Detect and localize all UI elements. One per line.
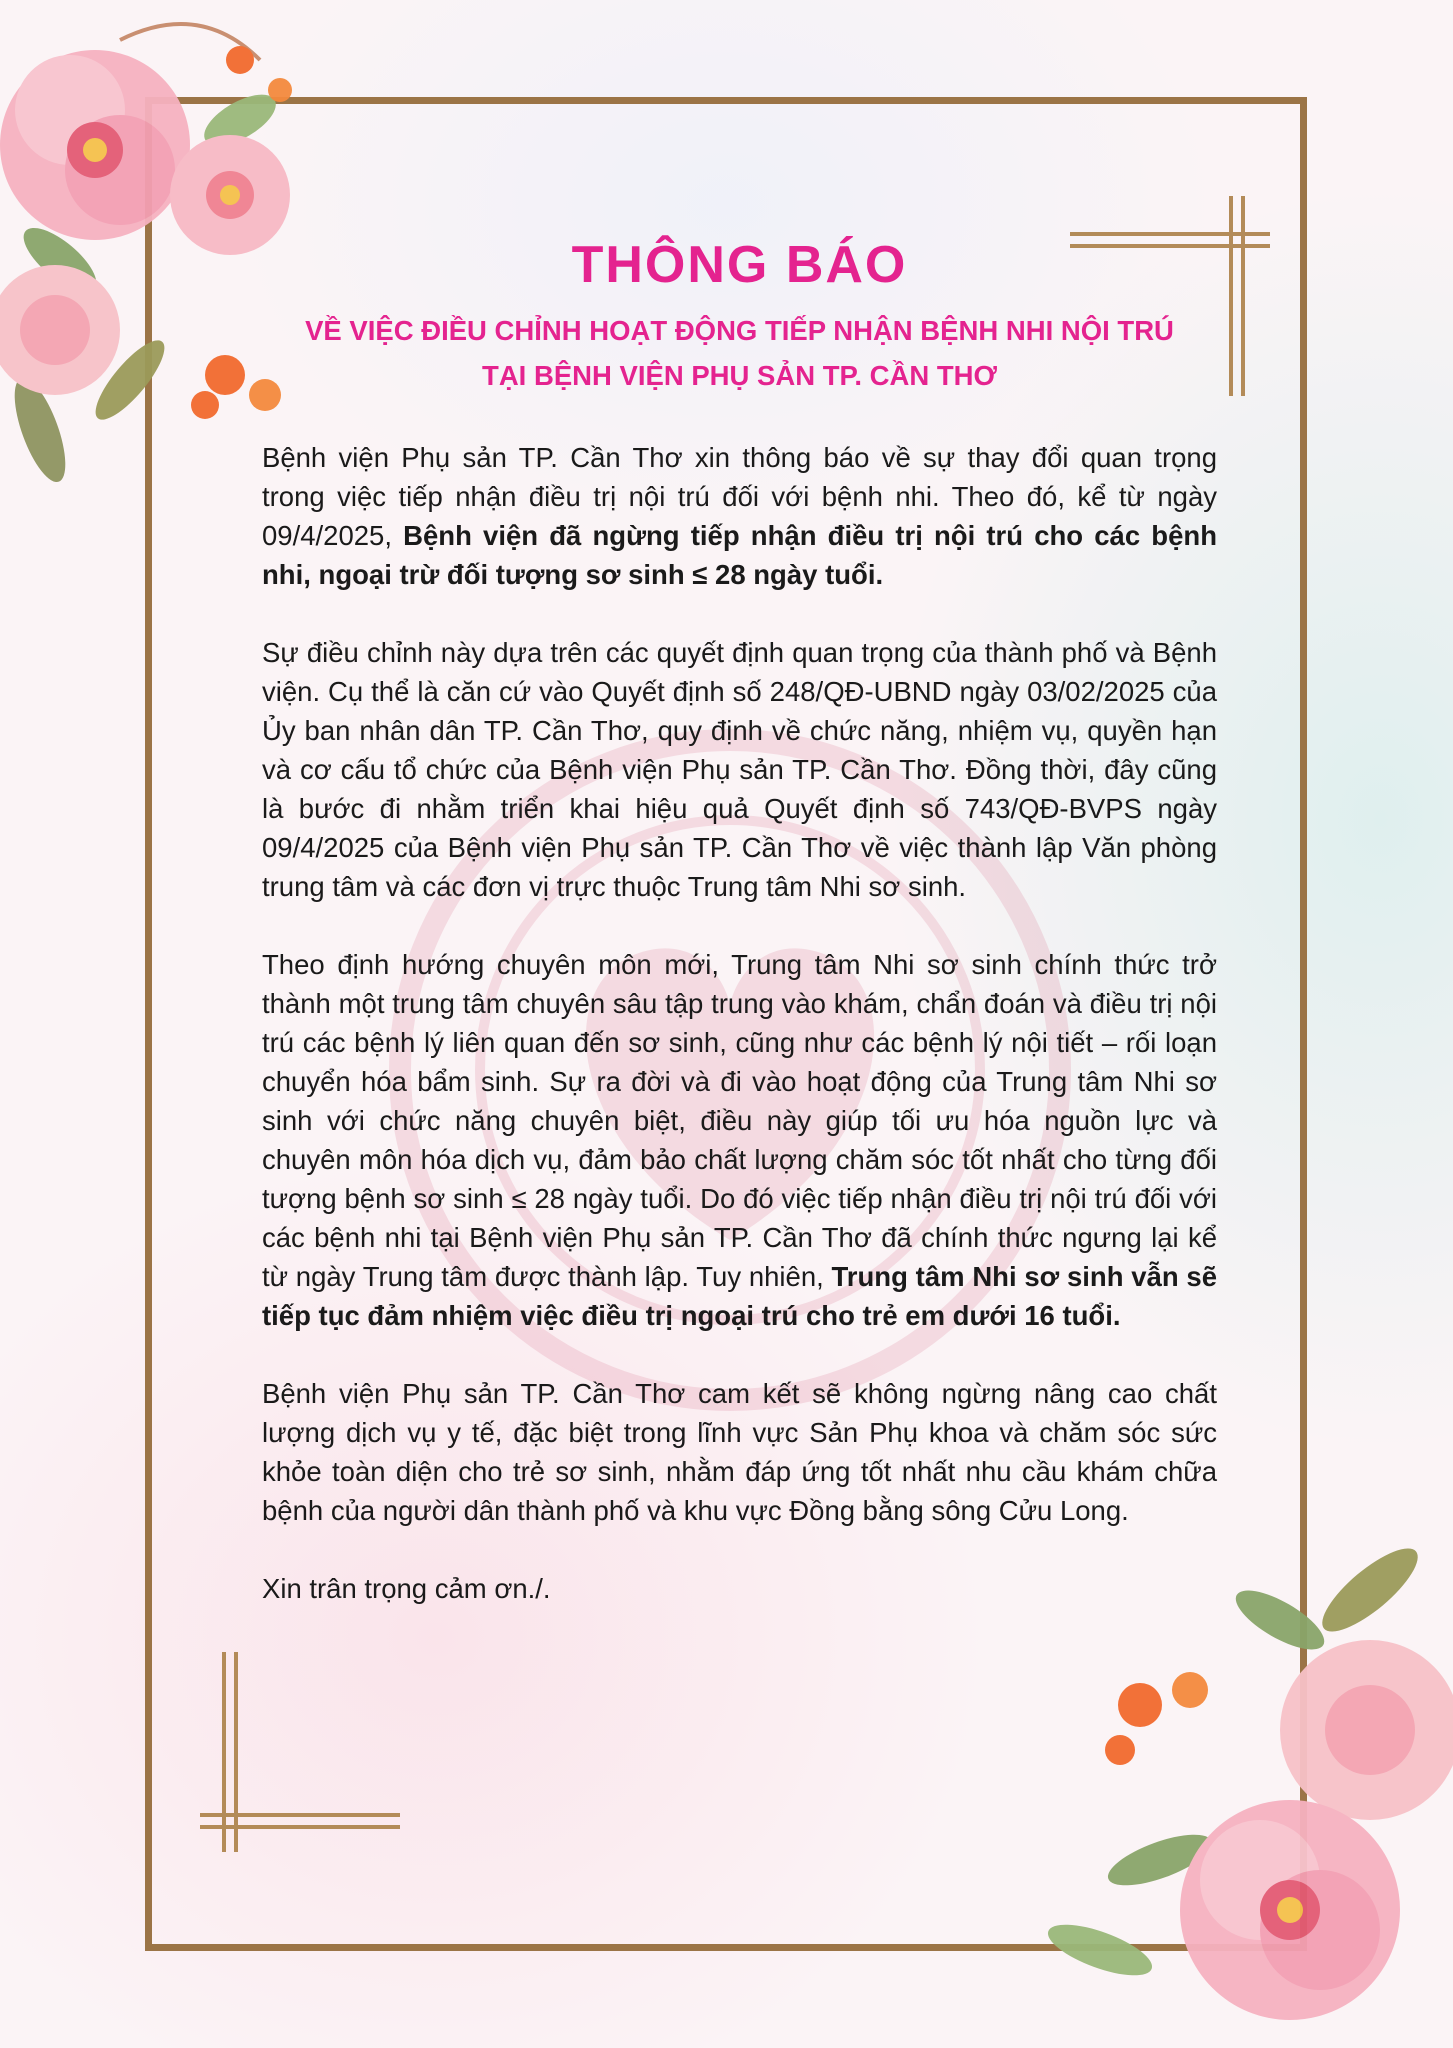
paragraph-1-text: Bệnh viện Phụ sản TP. Cần Thơ xin thông báo về sự thay đổi quan trọng trong việc tiếp nhận điều trị nội trú đối với bệnh nhi. Theo đó, kể từ ngày 09/4/2025, (262, 442, 1217, 551)
corner-line-decoration (200, 1825, 400, 1829)
paragraph-1-bold: Bệnh viện đã ngừng tiếp nhận điều trị nội trú cho các bệnh nhi, ngoại trừ đối tượng sơ sinh ≤ 28 ngày tuổi. (262, 520, 1217, 590)
corner-line-decoration (1241, 196, 1245, 396)
closing-line: Xin trân trọng cảm ơn./. (262, 1573, 551, 1604)
paragraph-2: Sự điều chỉnh này dựa trên các quyết định quan trọng của thành phố và Bệnh viện. Cụ thể là căn cứ vào Quyết định số 248/QĐ-UBND ngày 03/02/2025 của Ủy ban nhân dân TP. Cần Thơ, quy định về chức năng, nhiệm vụ, quyền hạn và cơ cấu tổ chức của Bệnh viện Phụ sản TP. Cần Thơ. Đồng thời, đây cũng là bước đi nhằm triển khai hiệu quả Quyết định số 743/QĐ-BVPS ngày 09/4/2025 của Bệnh viện Phụ sản TP. Cần Thơ về việc thành lập Văn phòng trung tâm và các đơn vị trực thuộc Trung tâm Nhi sơ sinh. (262, 637, 1217, 902)
paragraph-4: Bệnh viện Phụ sản TP. Cần Thơ cam kết sẽ không ngừng nâng cao chất lượng dịch vụ y tế, đặc biệt trong lĩnh vực Sản Phụ khoa và chăm sóc sức khỏe toàn diện cho trẻ sơ sinh, nhằm đáp ứng tốt nhất nhu cầu khám chữa bệnh của người dân thành phố và khu vực Đồng bằng sông Cửu Long. (262, 1378, 1217, 1526)
corner-line-decoration (200, 1813, 400, 1817)
notice-body (262, 438, 1217, 1608)
paragraph-3 (262, 945, 1217, 1335)
paragraph-3-text: Theo định hướng chuyên môn mới, Trung tâm Nhi sơ sinh chính thức trở thành một trung tâm chuyên sâu tập trung vào khám, chẩn đoán và điều trị nội trú các bệnh lý liên quan đến sơ sinh, cũng như các bệnh lý nội tiết – rối loạn chuyển hóa bẩm sinh. Sự ra đời và đi vào hoạt động của Trung tâm Nhi sơ sinh với chức năng chuyên biệt, điều này giúp tối ưu hóa nguồn lực và chuyên môn hóa dịch vụ, đảm bảo chất lượng chăm sóc tốt nhất cho từng đối tượng bệnh sơ sinh ≤ 28 ngày tuổi. Do đó việc tiếp nhận điều trị nội trú đối với các bệnh nhi tại Bệnh viện Phụ sản TP. Cần Thơ đã chính thức ngưng lại kể từ ngày Trung tâm được thành lập. Tuy nhiên, (262, 949, 1217, 1292)
notice-content (262, 230, 1217, 1608)
corner-line-decoration (234, 1652, 238, 1852)
paragraph-3-bold: Trung tâm Nhi sơ sinh vẫn sẽ tiếp tục đảm nhiệm việc điều trị ngoại trú cho trẻ em dưới 16 tuổi. (262, 1261, 1217, 1331)
corner-line-decoration (222, 1652, 226, 1852)
page-title: THÔNG BÁO (571, 236, 908, 294)
paragraph-1 (262, 438, 1217, 594)
corner-line-decoration (1229, 196, 1233, 396)
subtitle-line-2: TẠI BỆNH VIỆN PHỤ SẢN TP. CẦN THƠ (482, 360, 997, 391)
subtitle-line-1: VỀ VIỆC ĐIỀU CHỈNH HOẠT ĐỘNG TIẾP NHẬN BỆNH NHI NỘI TRÚ (305, 315, 1174, 346)
page-subtitle (262, 308, 1217, 398)
